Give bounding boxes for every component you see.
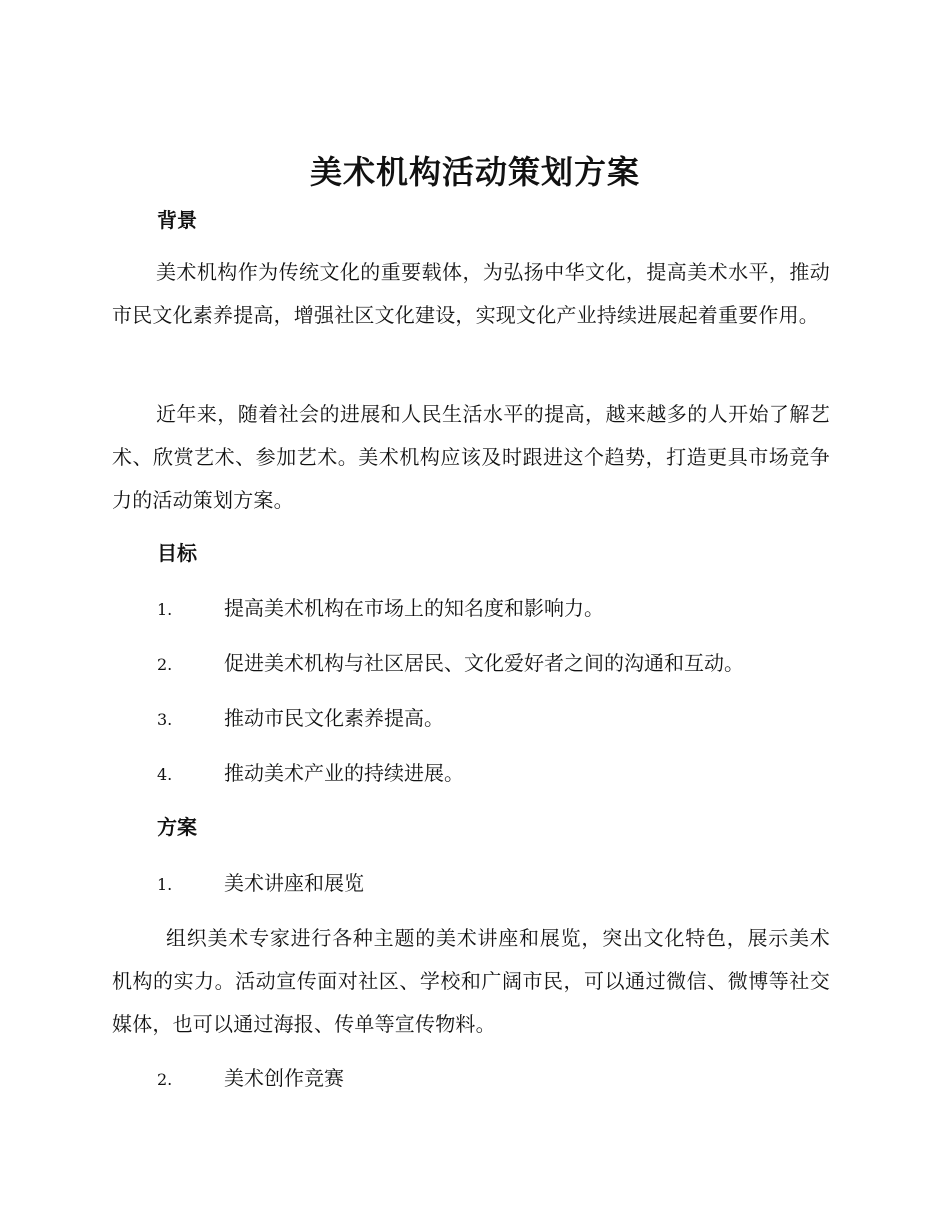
section-heading-goals: 目标: [157, 541, 197, 565]
goal-item-4: [157, 758, 464, 790]
goal-item-2: [157, 648, 744, 680]
section-heading-plan: 方案: [157, 815, 197, 839]
section-heading-background: 背景: [157, 208, 197, 232]
plan-item-title: 美术讲座和展览: [224, 871, 364, 895]
plan-item-title: 美术创作竞赛: [224, 1066, 344, 1090]
goal-text: 促进美术机构与社区居民、文化爱好者之间的沟通和互动。: [224, 651, 744, 675]
plan-item-1: [157, 868, 364, 900]
goal-text: 提高美术机构在市场上的知名度和影响力。: [224, 596, 604, 620]
list-number: 1.: [157, 600, 173, 619]
plan-item-1-description: 组织美术专家进行各种主题的美术讲座和展览，突出文化特色，展示美术机构的实力。活动宣传面对社区、学校和广阔市民，可以通过微信、微博等社交媒体，也可以通过海报、传单等宣传物料。: [112, 926, 830, 1036]
goal-item-1: [157, 593, 604, 625]
background-paragraph-2: 近年来，随着社会的进展和人民生活水平的提高，越来越多的人开始了解艺术、欣赏艺术、参加艺术。美术机构应该及时跟进这个趋势，打造更具市场竞争力的活动策划方案。: [112, 402, 830, 512]
document-title: 美术机构活动策划方案: [309, 153, 640, 191]
goal-text: 推动美术产业的持续进展。: [224, 761, 464, 785]
list-number: 2.: [157, 655, 173, 674]
plan-item-2: [157, 1063, 344, 1095]
list-number: 3.: [157, 710, 173, 729]
goal-item-3: [157, 703, 444, 735]
background-paragraph-1: 美术机构作为传统文化的重要载体，为弘扬中华文化，提高美术水平，推动市民文化素养提高，增强社区文化建设，实现文化产业持续进展起着重要作用。: [112, 260, 830, 327]
list-number: 4.: [157, 765, 173, 784]
list-number: 1.: [157, 875, 173, 894]
goal-text: 推动市民文化素养提高。: [224, 706, 444, 730]
list-number: 2.: [157, 1070, 173, 1089]
